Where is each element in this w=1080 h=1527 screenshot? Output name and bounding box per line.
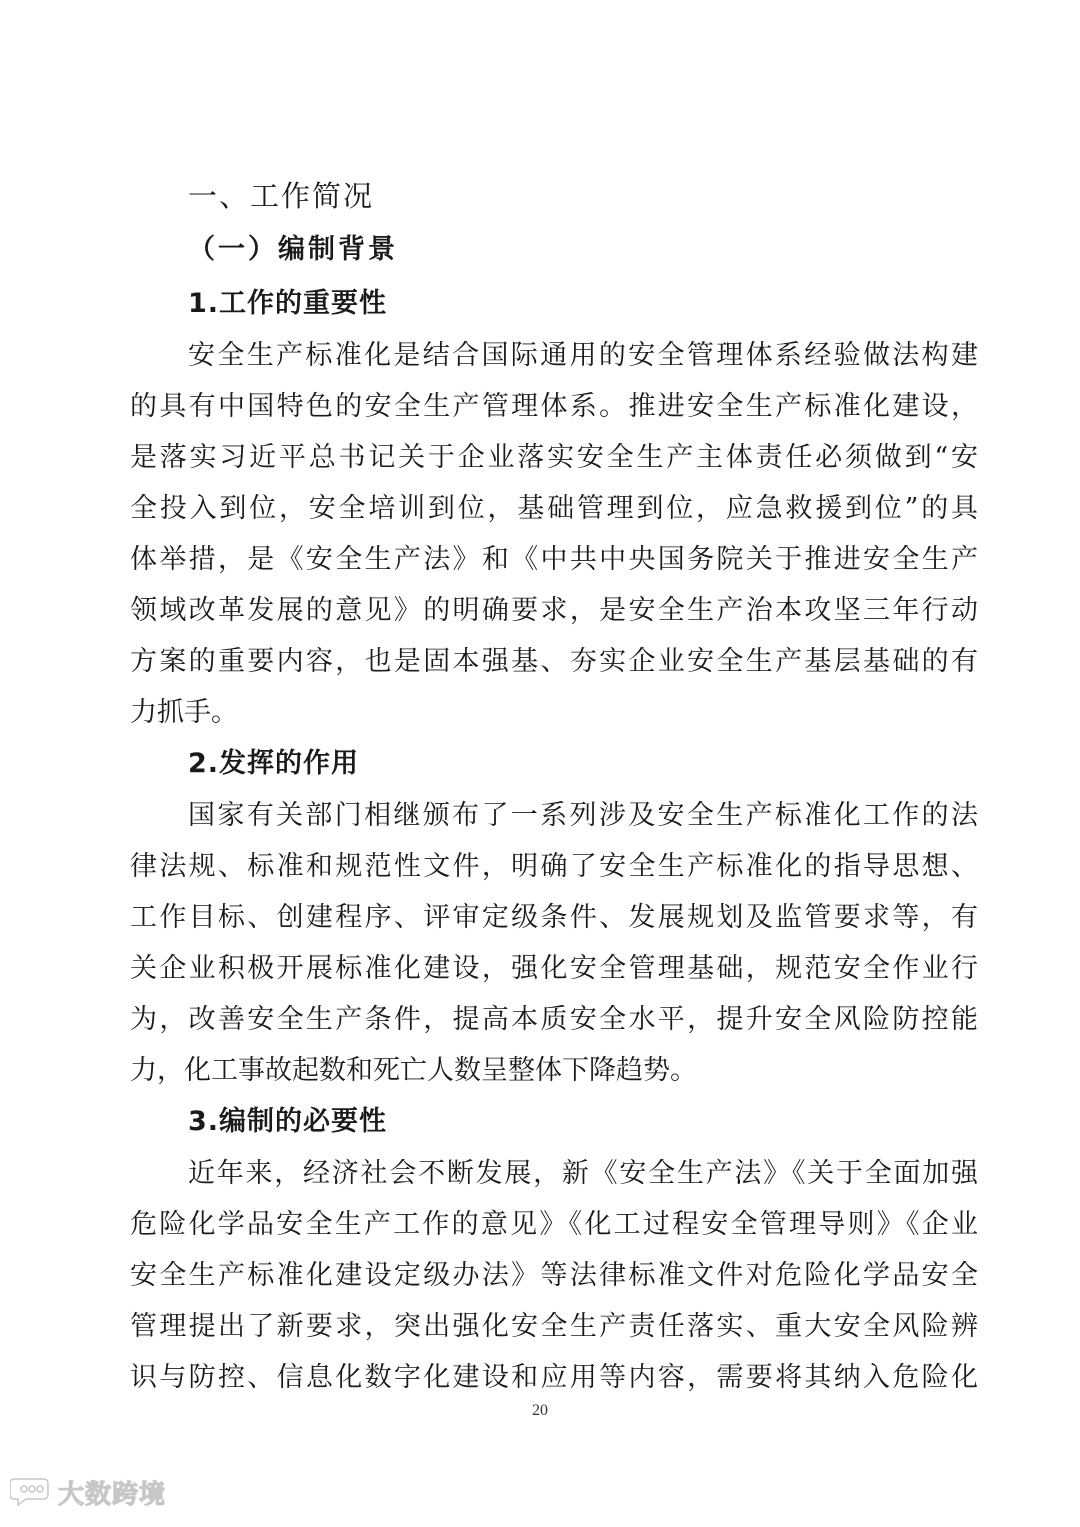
paragraph-line: 方案的重要内容，也是固本强基、夯实企业安全生产基层基础的有 xyxy=(130,646,978,677)
paragraph-line: 安全生产标准化是结合国际通用的安全管理体系经验做法构建 xyxy=(188,340,978,371)
paragraph-line: 体举措，是《安全生产法》和《中共中央国务院关于推进安全生产 xyxy=(130,544,978,575)
paragraph-line: 力，化工事故起数和死亡人数呈整体下降趋势。 xyxy=(130,1055,697,1086)
paragraph-line: 危险化学品安全生产工作的意见》《化工过程安全管理导则》《企业 xyxy=(130,1209,978,1240)
paragraph-importance xyxy=(130,336,978,733)
page-number: 20 xyxy=(532,1402,548,1419)
watermark-text: 大数跨境 xyxy=(58,1479,167,1510)
paragraph-line: 是落实习近平总书记关于企业落实安全生产主体责任必须做到“安 xyxy=(130,442,978,473)
watermark xyxy=(10,1472,166,1512)
paragraph-line: 安全生产标准化建设定级办法》等法律标准文件对危险化学品安全 xyxy=(130,1260,978,1291)
paragraph-line: 力抓手。 xyxy=(130,697,238,728)
document-content xyxy=(130,176,978,1409)
item-heading-role: 2.发挥的作用 xyxy=(188,748,360,779)
section-title: 一、工作简况 xyxy=(188,179,375,213)
paragraph-line: 关企业积极开展标准化建设，强化安全管理基础，规范安全作业行 xyxy=(130,953,978,984)
paragraph-line: 管理提出了新要求，突出强化安全生产责任落实、重大安全风险辨 xyxy=(130,1311,978,1342)
chat-bubble-icon xyxy=(10,1473,54,1511)
paragraph-line: 近年来，经济社会不断发展，新《安全生产法》《关于全面加强 xyxy=(188,1158,978,1189)
subsection-title: （一）编制背景 xyxy=(188,234,398,265)
paragraph-line: 全投入到位，安全培训到位，基础管理到位，应急救援到位”的具 xyxy=(130,493,978,524)
paragraph-line: 识与防控、信息化数字化建设和应用等内容，需要将其纳入危险化 xyxy=(130,1362,978,1393)
item-heading-importance: 1.工作的重要性 xyxy=(188,288,388,319)
paragraph-line: 律法规、标准和规范性文件，明确了安全生产标准化的指导思想、 xyxy=(130,851,978,882)
paragraph-line: 的具有中国特色的安全生产管理体系。推进安全生产标准化建设， xyxy=(130,391,978,422)
item-heading-necessity: 3.编制的必要性 xyxy=(188,1106,388,1137)
paragraph-line: 领域改革发展的意见》的明确要求，是安全生产治本攻坚三年行动 xyxy=(130,595,978,626)
paragraph-line: 为，改善安全生产条件，提高本质安全水平，提升安全风险防控能 xyxy=(130,1004,978,1035)
paragraph-necessity xyxy=(130,1154,978,1398)
paragraph-line: 工作目标、创建程序、评审定级条件、发展规划及监管要求等，有 xyxy=(130,902,978,933)
paragraph-line: 国家有关部门相继颁布了一系列涉及安全生产标准化工作的法 xyxy=(188,800,978,831)
paragraph-role xyxy=(130,796,978,1091)
